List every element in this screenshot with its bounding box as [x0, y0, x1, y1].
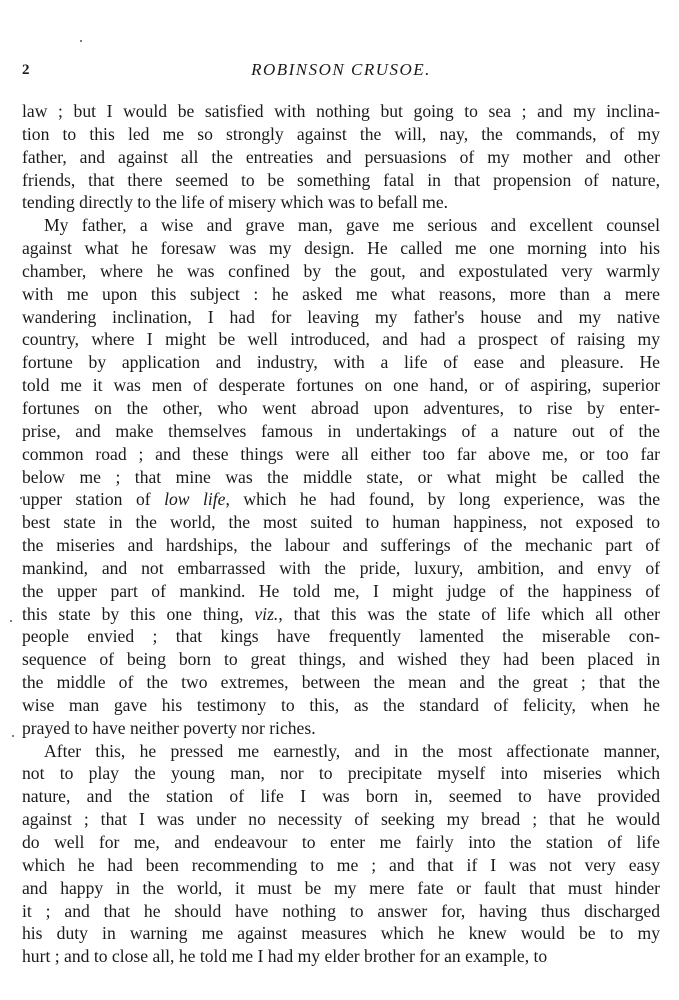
text-line: father, and against all the entreaties and persuasions of my mother and other — [22, 146, 660, 167]
body-text — [22, 100, 660, 968]
paragraph — [22, 214, 660, 739]
text-line: wise man gave his testimony to this, as the standard of felicity, when he — [22, 694, 660, 715]
text-line: and happy in the world, it must be my mere fate or fault that must hinder — [22, 877, 660, 898]
text-line: not to play the young man, nor to precipitate myself into miseries which — [22, 763, 660, 784]
text-line: below me ; that mine was the middle state, or what might be called the — [22, 466, 660, 487]
page-header — [22, 60, 660, 84]
text-line: told me it was men of desperate fortunes on one hand, or of aspiring, superior — [22, 375, 660, 396]
text-line: hurt ; and to close all, he told me I had my elder brother for an example, to — [22, 946, 548, 967]
text-line: prise, and make themselves famous in undertakings of a nature out of the — [22, 420, 660, 441]
paper-speck — [10, 620, 12, 622]
italic-text: viz. — [254, 603, 279, 624]
text-line: the miseries and hardships, the labour and sufferings of the mechanic part of — [22, 535, 660, 556]
text-line: prayed to have neither poverty nor riches. — [22, 717, 316, 738]
text-line: best state in the world, the most suited to human happiness, not exposed to — [22, 512, 660, 533]
text-line: law ; but I would be satisfied with nothing but going to sea ; and my inclina- — [22, 101, 660, 121]
text-line: with me upon this subject : he asked me what reasons, more than a mere — [22, 283, 660, 304]
text-line: nature, and the station of life I was born in, seemed to have provided — [22, 786, 660, 807]
text-line: it ; and that he should have nothing to answer for, having thus discharged — [22, 900, 660, 921]
text-line: chamber, where he was confined by the gout, and expostulated very warmly — [22, 260, 660, 281]
paper-speck — [12, 735, 14, 737]
text-line: upper station of low life, which he had found, by long experience, was the — [22, 489, 661, 510]
text-line: people envied ; that kings have frequently lamented the miserable con- — [22, 626, 660, 647]
paragraph — [22, 740, 660, 968]
text-line: common road ; and these things were all either too far above me, or too far — [22, 443, 660, 464]
text-line: country, where I might be well introduced, and had a prospect of raising my — [22, 329, 660, 350]
text-line: his duty in warning me against measures which he knew would be to my — [22, 923, 660, 944]
text-line: tion to this led me so strongly against the will, nay, the commands, of my — [22, 123, 660, 144]
text-line: mankind, and not embarrassed with the pride, luxury, ambition, and envy of — [22, 557, 660, 578]
italic-text: low life — [164, 489, 226, 510]
text-line: against ; that I was under no necessity of seeking my bread ; that he would — [22, 809, 660, 830]
text-line: My father, a wise and grave man, gave me serious and excellent counsel — [44, 215, 660, 236]
text-line: wandering inclination, I had for leaving my father's house and my native — [22, 306, 660, 327]
text-line: against what he foresaw was my design. He called me one morning into his — [22, 238, 660, 259]
paper-speck — [20, 497, 22, 499]
text-line: tending directly to the life of misery which was to befall me. — [22, 192, 449, 213]
text-line: sequence of being born to great things, and wished they had been placed in — [22, 649, 660, 670]
text-line: the middle of the two extremes, between the mean and the great ; that the — [22, 672, 660, 693]
page-number: 2 — [22, 62, 30, 78]
text-line: After this, he pressed me earnestly, and in the most affectionate manner, — [44, 740, 660, 761]
paragraph — [22, 100, 660, 214]
text-line: this state by this one thing, viz., that this was the state of life which all other — [22, 603, 660, 624]
text-line: do well for me, and endeavour to enter me fairly into the station of life — [22, 832, 660, 852]
text-line: fortunes on the other, who went abroad upon adventures, to rise by enter- — [22, 397, 660, 418]
text-line: which he had been recommending to me ; and that if I was not very easy — [22, 854, 660, 875]
text-line: the upper part of mankind. He told me, I might judge of the happiness of — [22, 580, 660, 601]
text-line: friends, that there seemed to be something fatal in that propension of nature, — [22, 169, 660, 190]
running-head: ROBINSON CRUSOE. — [251, 60, 431, 79]
paper-speck — [80, 40, 82, 42]
text-line: fortune by application and industry, with a life of ease and pleasure. He — [22, 352, 660, 373]
